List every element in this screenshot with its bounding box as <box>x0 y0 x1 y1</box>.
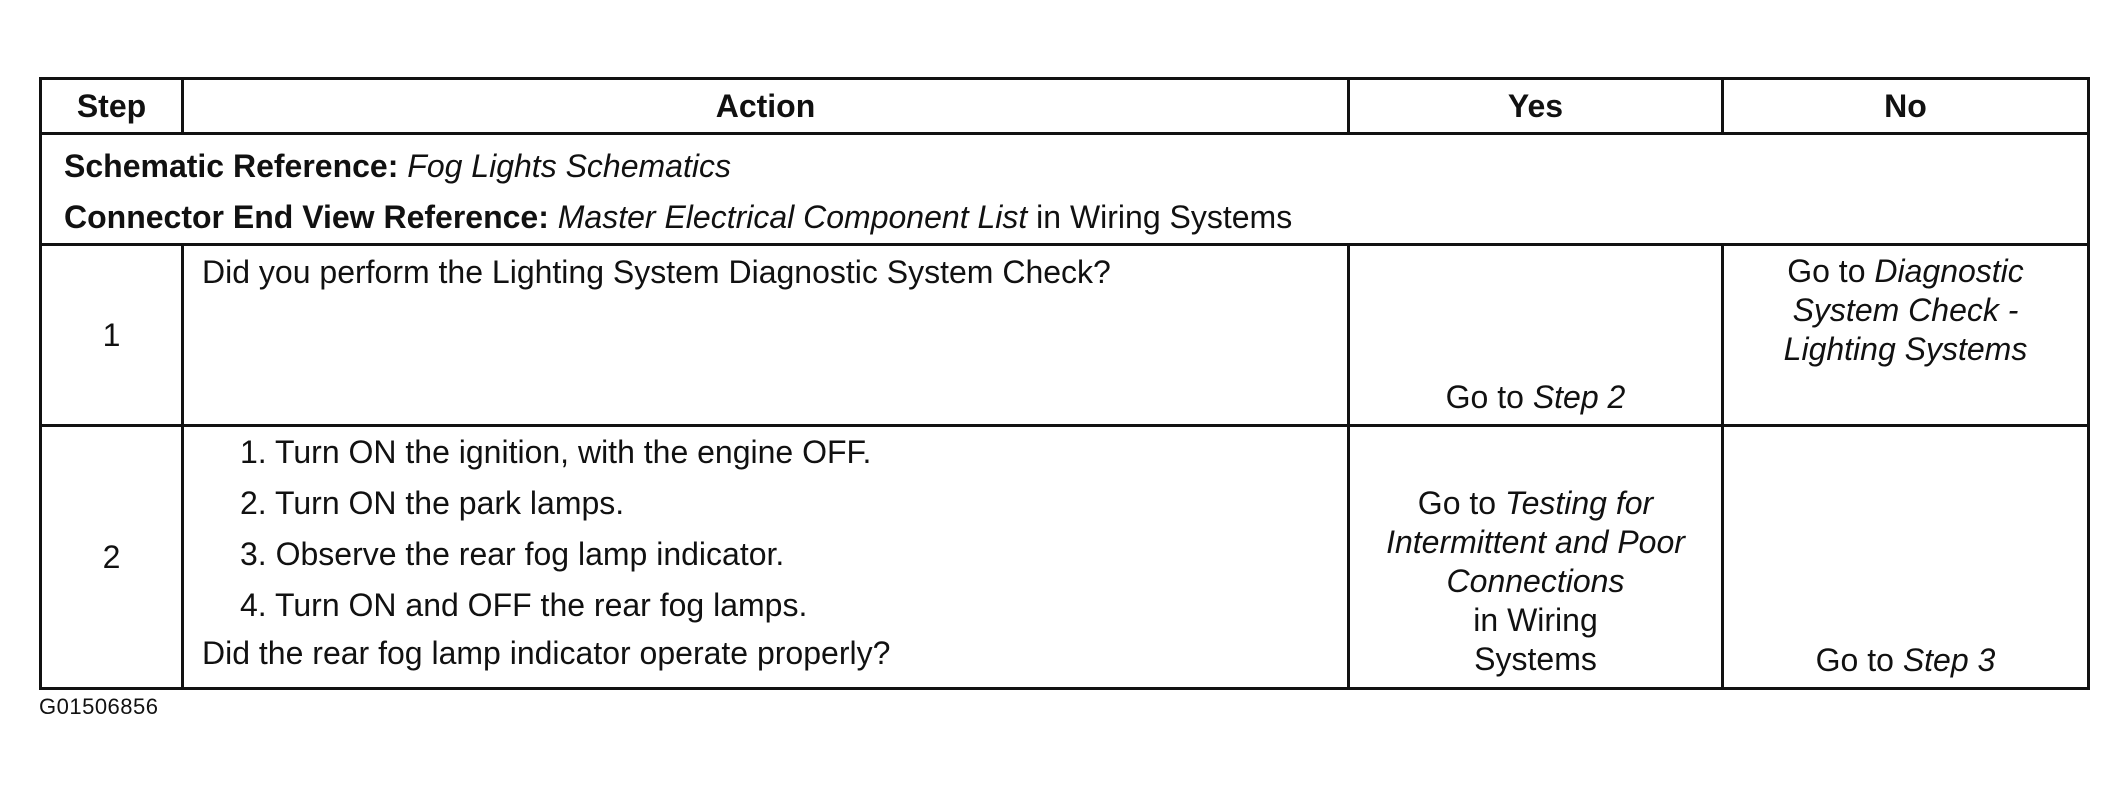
connector-reference-link[interactable]: Master Electrical Component List <box>557 199 1028 235</box>
yes-link-part-1[interactable]: Testing for <box>1504 485 1654 521</box>
table-row <box>41 245 2089 426</box>
connector-reference-label: Connector End View Reference: <box>64 199 549 235</box>
no-link-part-1[interactable]: Diagnostic <box>1874 253 2024 289</box>
connector-reference <box>64 192 2065 243</box>
no-cell <box>1723 245 2089 426</box>
no-link[interactable]: Step 3 <box>1902 641 1996 678</box>
header-action: Action <box>183 79 1349 134</box>
action-cell <box>183 426 1349 689</box>
diagnostic-table <box>39 77 2090 690</box>
yes-prefix: Go to <box>1445 378 1524 415</box>
list-item: 2. Turn ON the park lamps. <box>240 485 625 521</box>
list-item: 1. Turn ON the ignition, with the engine OFF. <box>240 434 872 470</box>
yes-link-part-2[interactable]: Intermittent and Poor <box>1386 524 1685 560</box>
yes-line-1 <box>1350 484 1721 523</box>
yes-link[interactable]: Step 2 <box>1532 378 1626 415</box>
header-step: Step <box>41 79 183 134</box>
no-link-part-2[interactable]: System Check - <box>1792 292 2019 328</box>
reference-cell <box>41 134 2089 245</box>
yes-prefix: Go to <box>1417 485 1497 521</box>
no-prefix: Go to <box>1787 253 1866 289</box>
yes-suffix-line-2: Systems <box>1474 641 1597 677</box>
step-question: Did you perform the Lighting System Diagnostic System Check? <box>202 254 1111 290</box>
no-cell <box>1723 426 2089 689</box>
step-number: 1 <box>41 245 183 426</box>
connector-reference-suffix: in Wiring Systems <box>1036 199 1293 235</box>
header-row <box>41 79 2089 134</box>
table-row <box>41 426 2089 689</box>
schematic-reference-link[interactable]: Fog Lights Schematics <box>407 148 731 184</box>
step-number: 2 <box>41 426 183 689</box>
step-question: Did the rear fog lamp indicator operate properly? <box>202 635 891 671</box>
yes-cell <box>1349 245 1723 426</box>
action-cell <box>183 245 1349 426</box>
list-item: 3. Observe the rear fog lamp indicator. <box>240 536 785 572</box>
list-item: 4. Turn ON and OFF the rear fog lamps. <box>240 587 808 623</box>
no-prefix: Go to <box>1815 641 1894 678</box>
header-no: No <box>1723 79 2089 134</box>
yes-text-block <box>1350 484 1721 679</box>
yes-cell <box>1349 426 1723 689</box>
schematic-reference <box>64 141 2065 192</box>
reference-row <box>41 134 2089 245</box>
no-line-1 <box>1724 252 2087 291</box>
yes-link-part-3[interactable]: Connections <box>1446 563 1625 599</box>
yes-suffix-line-1: in Wiring <box>1473 602 1598 638</box>
header-yes: Yes <box>1349 79 1723 134</box>
figure-id: G01506856 <box>39 694 159 719</box>
no-link-part-3[interactable]: Lighting Systems <box>1783 331 2028 367</box>
substep-list <box>202 427 1329 631</box>
schematic-reference-label: Schematic Reference: <box>64 148 399 184</box>
